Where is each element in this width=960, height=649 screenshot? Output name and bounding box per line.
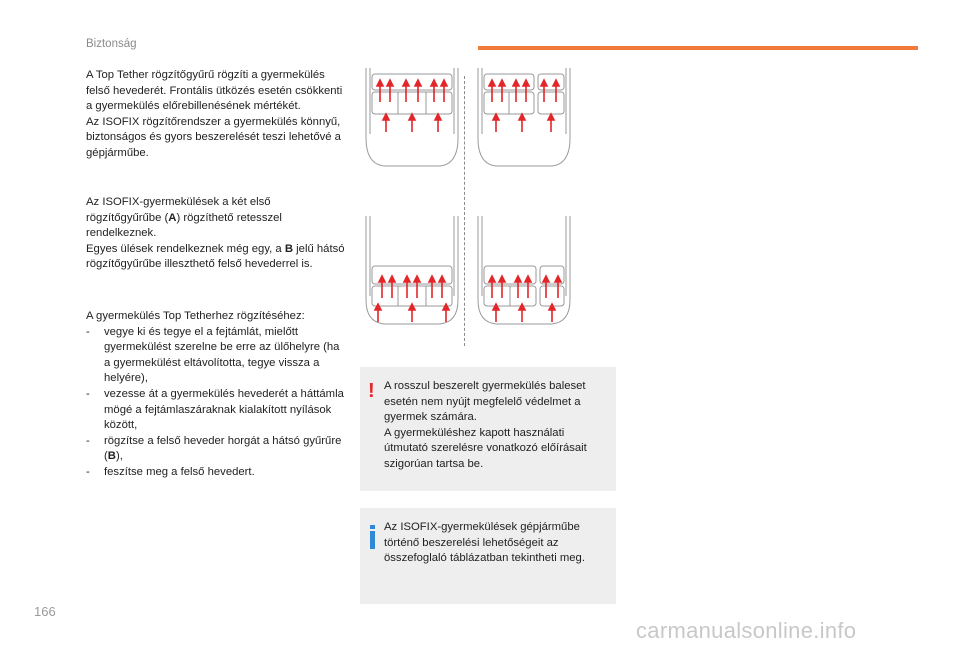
procedure-intro: A gyermekülés Top Tetherhez rögzítéséhez:: [86, 310, 305, 322]
list-item: - rögzítse a felső heveder horgát a hátsó gyűrűre (B),: [86, 434, 342, 463]
warning-box: [360, 367, 616, 491]
warning-text: [384, 379, 608, 473]
label-b: B: [284, 242, 294, 255]
header-accent-bar: [478, 46, 918, 50]
watermark: carmanualsonline.info: [636, 618, 857, 643]
label-a: A: [168, 211, 177, 224]
diagram-divider: [464, 76, 465, 346]
warning-line-1: A rosszul beszerelt gyermekülés baleset esetén nem nyújt megfelelő védelmet a gyermek számára.: [384, 380, 586, 424]
seat-diagram-split-bottom: [474, 216, 574, 326]
section-title: Biztonság: [86, 38, 137, 50]
list-item: - feszítse meg a felső hevedert.: [86, 465, 255, 478]
top-tether-text: A Top Tether rögzítőgyűrű rögzíti a gyermekülés felső hevederét. Frontális ütközés esetén csökkenti a gyermekülés előrebillenésének mértékét.: [86, 69, 343, 113]
anchor-b-text: Egyes ülések rendelkeznek még egy, a B jelű hátsó rögzítőgyűrűbe illeszthető felső hevederrel is.: [86, 242, 345, 271]
list-item: - vegye ki és tegye el a fejtámlát, mielőtt gyermekülést szerelne be erre az ülőhelyre (ha a gyermekülést eltávolította, tegye vissza a helyére),: [86, 325, 340, 385]
page-number: 166: [34, 604, 56, 619]
info-line: Az ISOFIX-gyermekülések gépjárműbe történő beszerelési lehetőségeit az összefoglaló táblázatban tekintheti meg.: [384, 521, 585, 565]
intro-paragraph: [86, 68, 346, 162]
list-item: - vezesse át a gyermekülés hevederét a háttámla mögé a fejtámlaszáraknak kialakított nyílások között,: [86, 387, 344, 432]
anchor-a-text: Az ISOFIX-gyermekülések a két első rögzítőgyűrűbe (A) rögzíthető retesszel rendelkeznek.: [86, 196, 282, 240]
info-text: [384, 520, 608, 567]
exclamation-icon: !: [368, 380, 375, 402]
anchor-paragraph: [86, 195, 346, 273]
info-box: [360, 508, 616, 604]
seat-diagram-split-top: [474, 68, 574, 168]
isofix-text: Az ISOFIX rögzítőrendszer a gyermekülés könnyű, biztonságos és gyors beszerelését teszi lehetővé a gépjárműbe.: [86, 115, 341, 159]
procedure-paragraph: [86, 309, 346, 481]
seat-diagram-bench-bottom: [362, 216, 462, 326]
procedure-list: [86, 325, 346, 481]
info-icon: [369, 525, 376, 549]
warning-line-2: A gyermeküléshez kapott használati útmutató szerelésre vonatkozó előírásait szigorúan tartsa be.: [384, 426, 587, 470]
seat-diagram-bench-top: [362, 68, 462, 168]
label-b: B: [107, 450, 116, 463]
